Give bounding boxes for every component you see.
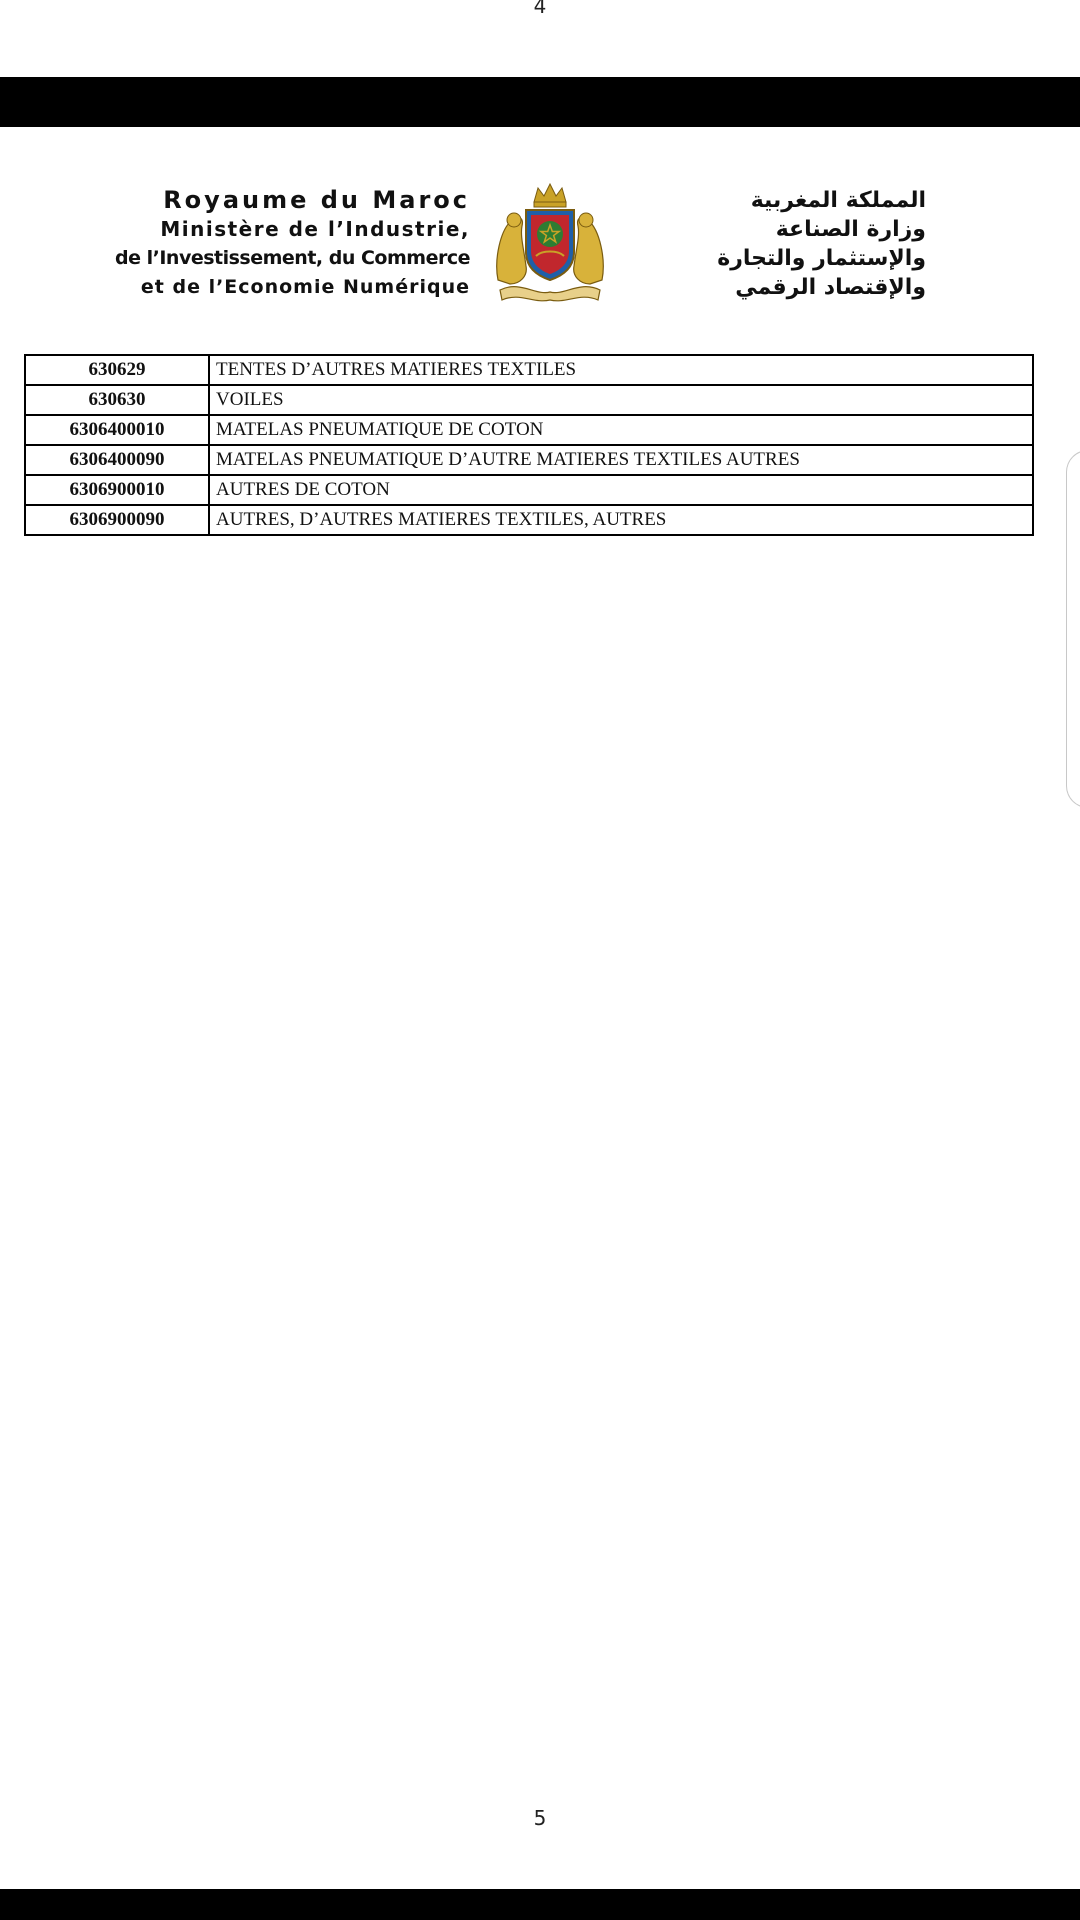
letterhead-arabic-line: والإستثمار والتجارة [717, 246, 926, 271]
description-cell: AUTRES, D’AUTRES MATIERES TEXTILES, AUTRES [209, 505, 1033, 535]
tariff-code-cell: 6306400010 [25, 415, 209, 445]
table-row [25, 445, 1033, 475]
description-cell: VOILES [209, 385, 1033, 415]
side-panel-handle[interactable] [1066, 450, 1080, 808]
letterhead-arabic-line: وزارة الصناعة [775, 217, 926, 242]
page-separator-bar [0, 77, 1080, 127]
morocco-coat-of-arms-icon [490, 180, 610, 305]
letterhead-french-line: Royaume du Maroc [163, 186, 470, 214]
letterhead-french [115, 186, 470, 302]
letterhead-arabic-line: المملكة المغربية [750, 188, 926, 213]
letterhead [0, 180, 1080, 310]
table-row [25, 505, 1033, 535]
tariff-code-cell: 630630 [25, 385, 209, 415]
letterhead-french-line: et de l’Economie Numérique [140, 276, 470, 298]
letterhead-arabic [630, 186, 926, 302]
description-cell: AUTRES DE COTON [209, 475, 1033, 505]
tariff-code-cell: 630629 [25, 355, 209, 385]
description-cell: MATELAS PNEUMATIQUE D’AUTRE MATIERES TEXTILES AUTRES [209, 445, 1033, 475]
description-cell: TENTES D’AUTRES MATIERES TEXTILES [209, 355, 1033, 385]
letterhead-french-line: Ministère de l’Industrie, [160, 217, 470, 241]
tariff-code-cell: 6306900090 [25, 505, 209, 535]
tariff-code-cell: 6306400090 [25, 445, 209, 475]
page-separator-bar [0, 1889, 1080, 1920]
letterhead-french-line: de l’Investissement, du Commerce [115, 247, 470, 269]
description-cell: MATELAS PNEUMATIQUE DE COTON [209, 415, 1033, 445]
previous-page-number: 4 [533, 0, 547, 18]
table-row [25, 355, 1033, 385]
table-row [25, 475, 1033, 505]
table-row [25, 415, 1033, 445]
tariff-code-table [24, 354, 1034, 536]
letterhead-arabic-line: والإقتصاد الرقمي [735, 275, 926, 300]
table-row [25, 385, 1033, 415]
tariff-code-cell: 6306900010 [25, 475, 209, 505]
page-number: 5 [533, 1806, 547, 1830]
